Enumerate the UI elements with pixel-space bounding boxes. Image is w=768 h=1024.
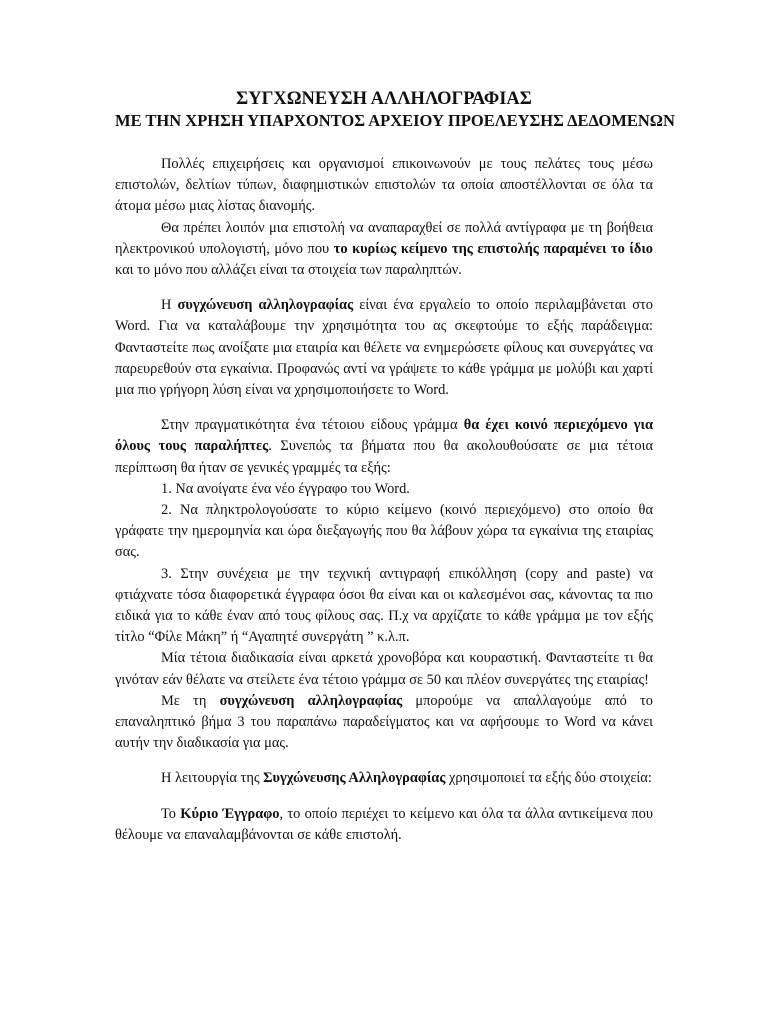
bold-phrase: Κύριο Έγγραφο bbox=[180, 805, 280, 822]
paragraph-time-consuming: Μία τέτοια διαδικασία είναι αρκετά χρονοβόρα και κουραστική. Φανταστείτε τι θα γινόταν εάν θέλατε να στείλετε ένα τέτοιο γράμμα σε 50 και πλέον συνεργάτες της εταιρίας! bbox=[115, 650, 653, 688]
bold-phrase: συγχώνευση αλληλογραφίας bbox=[177, 297, 354, 314]
document-title: ΣΥΓΧΩΝΕΥΣΗ ΑΛΛΗΛΟΓΡΑΦΙΑΣ bbox=[236, 89, 532, 109]
paragraph-two-elements: Η λειτουργία της Συγχώνευσης Αλληλογραφίας χρησιμοποιεί τα εξής δύο στοιχεία: bbox=[161, 770, 652, 787]
bold-phrase: συγχώνευση αλληλογραφίας bbox=[219, 692, 403, 709]
paragraph-mail-merge-definition: Η συγχώνευση αλληλογραφίας είναι ένα εργαλείο το οποίο περιλαμβάνεται στο Word. Για να καταλάβουμε την χρησιμότητα του ας σκεφτούμε το εξής παράδειγμα: Φανταστείτε πως ανοίξατε μια εταιρία και θέλετε να ενημερώσετε φίλους και συνεργάτες να παρευρεθούν στα εγκαίνια. Προφανώς αντί να γράψετε το κάθε γράμμα με μολύβι και χαρτί μια πιο γρήγορη λύση είναι να χρησιμοποιήσετε το Word. bbox=[115, 297, 653, 399]
document-subtitle: ΜΕ ΤΗΝ ΧΡΗΣΗ ΥΠΑΡΧΟΝΤΟΣ ΑΡΧΕΙΟΥ ΠΡΟΕΛΕΥΣΗΣ ΔΕΔΟΜΕΝΩΝ bbox=[115, 111, 675, 130]
list-item-step-2: 2. Να πληκτρολογούσατε το κύριο κείμενο (κοινό περιεχόμενο) στο οποίο θα γράφατε την ημερομηνία και ώρα διεξαγωγής που θα λάβουν χώρα τα εγκαίνια της εταιρίας σας. bbox=[115, 502, 653, 561]
paragraph-common-content: Στην πραγματικότητα ένα τέτοιου είδους γράμμα θα έχει κοινό περιεχόμενο για όλους τους παραλήπτες. Συνεπώς τα βήματα που θα ακολουθούσατε σε μια τέτοια περίπτωση θα ήταν σε γενικές γραμμές τα εξής: bbox=[115, 417, 654, 476]
paragraph-mail-merge-benefit: Με τη συγχώνευση αλληλογραφίας μπορούμε να απαλλαγούμε από το επαναληπτικό βήμα 3 του παραπάνω παραδείγματος και να αφήσουμε το Word να κάνει αυτήν την διαδικασία για μας. bbox=[115, 692, 653, 752]
bold-phrase: Συγχώνευσης Αλληλογραφίας bbox=[263, 770, 446, 787]
paragraph-copies: Θα πρέπει λοιπόν μια επιστολή να αναπαραχθεί σε πολλά αντίγραφα με τη βοήθεια ηλεκτρονικού υπολογιστή, μόνο που το κυρίως κείμενο της επιστολής παραμένει το ίδιο και το μόνο που αλλάζει είναι τα στοιχεία των παραληπτών. bbox=[115, 219, 653, 279]
bold-phrase: θα έχει κοινό περιεχόμενο για όλους τους παραλήπτες bbox=[115, 417, 654, 455]
bold-phrase: το κυρίως κείμενο της επιστολής παραμένει το ίδιο bbox=[333, 240, 653, 257]
list-item-step-1: 1. Να ανοίγατε ένα νέο έγγραφο του Word. bbox=[161, 480, 410, 497]
paragraph-intro: Πολλές επιχειρήσεις και οργανισμοί επικοινωνούν με τους πελάτες τους μέσω επιστολών, δελτίων τύπων, διαφημιστικών επιστολών τα οποία αποστέλλονται σε όλα τα άτομα μέσω μιας λίστας διανομής. bbox=[115, 156, 653, 215]
paragraph-main-document: Το Κύριο Έγγραφο, το οποίο περιέχει το κείμενο και όλα τα άλλα αντικείμενα που θέλουμε να επαναλαμβάνονται σε κάθε επιστολή. bbox=[115, 805, 653, 843]
list-item-step-3: 3. Στην συνέχεια με την τεχνική αντιγραφή επικόλληση (copy and paste) να φτιάχνατε τόσα διαφορετικά έγγραφα όσοι θα είναι και οι καλεσμένοι σας, κάνοντας τα πιο ειδικά για το κάθε έναν από τους φίλους σας. Π.χ να αρχίζατε το κάθε γράμμα με τον εξής τίτλο “Φίλε Μάκη” ή “Αγαπητέ συνεργάτη ” κ.λ.π. bbox=[115, 565, 653, 646]
